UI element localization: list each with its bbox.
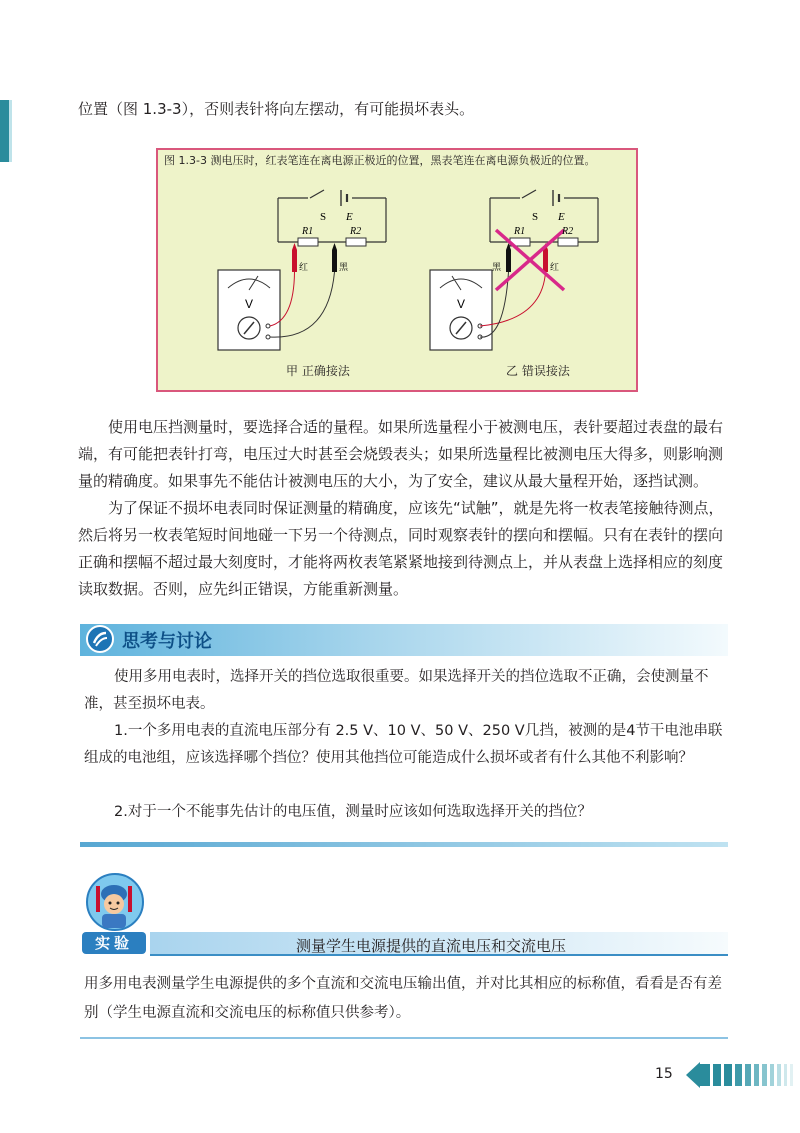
think-discuss-header [80,624,728,656]
right-r1-label: R1 [514,226,526,237]
left-r2-label: R2 [350,226,362,237]
think-discuss-title: 思考与讨论 [122,631,212,652]
think-discuss-icon [86,625,114,653]
side-tab-marker [0,100,9,162]
left-black-label: 黑 [339,263,349,273]
right-red-label: 红 [550,263,560,273]
experiment-title: 测量学生电源提供的直流电压和交流电压 [296,937,567,955]
body-paragraph-2: 为了保证不损坏电表同时保证测量的精确度，应该先“试触”，就是先将一枚表笔接触待测点，然后将另一枚表笔短时间地碰一下另一个待测点，同时观察表针的摆向和摆幅。只有在表针的摆向正确和摆幅不超过最大刻度时，才能将两枚表笔紧紧地接到待测点上，并从表盘上选择相应的刻度读取数据。否则，应先纠正错误，方能重新测量。 [78,499,724,598]
think-question-1: 1.一个多用电表的直流电压部分有 2.5 V、10 V、50 V、250 V几挡，被测的是4节干电池串联组成的电池组，应该选择哪个挡位？使用其他挡位可能造成什么损坏或者有什么其他不利影响？ [84,723,723,766]
circuit-diagrams [158,150,636,390]
right-emf-label: E [558,211,565,223]
experiment-text: 用多用电表测量学生电源提供的多个直流和交流电压输出值，并对比其相应的标称值，看看是否有差别（学生电源直流和交流电压的标称值只供参考）。 [84,976,722,1021]
think-intro: 使用多用电表时，选择开关的挡位选取很重要。如果选择开关的挡位选取不正确，会使测量不准，甚至损坏电表。 [84,669,709,712]
figure-right-label: 乙 错误接法 [506,364,570,378]
page-arrow-icon [686,1060,800,1090]
right-circuit [430,190,598,350]
page-number: 15 [655,1066,673,1082]
body-paragraph-1: 使用电压挡测量时，要选择合适的量程。如果所选量程小于被测电压，表针要超过表盘的最右端，有可能把表针打弯，电压过大时甚至会烧毁表头；如果所选量程比被测电压大得多，则影响测量的精确度。如果事先不能估计被测电压的大小，为了安全，建议从最大量程开始，逐挡试测。 [78,418,724,490]
experiment-divider [80,1037,728,1039]
experiment-badge: 实验 [82,932,146,954]
right-r2-label: R2 [562,226,574,237]
figure-caption: 图 1.3-3 测电压时，红表笔连在离电源正极近的位置，黑表笔连在离电源负极近的位置。 [164,154,596,167]
left-r1-label: R1 [302,226,314,237]
right-black-label: 黑 [492,263,502,273]
right-switch-label: S [532,211,539,223]
left-switch-label: S [320,211,327,223]
left-emf-label: E [346,211,353,223]
top-paragraph: 位置（图 1.3-3），否则表针将向左摆动，有可能损坏表头。 [78,100,475,118]
experiment-mascot-icon [84,872,146,934]
left-meter-label: V [245,297,254,311]
figure-1-3-3 [156,148,638,392]
left-red-label: 红 [299,263,309,273]
think-question-2: 2.对于一个不能事先估计的电压值，测量时应该如何选取选择开关的挡位？ [114,804,592,820]
figure-left-label: 甲 正确接法 [286,364,350,378]
think-discuss-divider [80,842,728,847]
right-meter-label: V [457,297,466,311]
